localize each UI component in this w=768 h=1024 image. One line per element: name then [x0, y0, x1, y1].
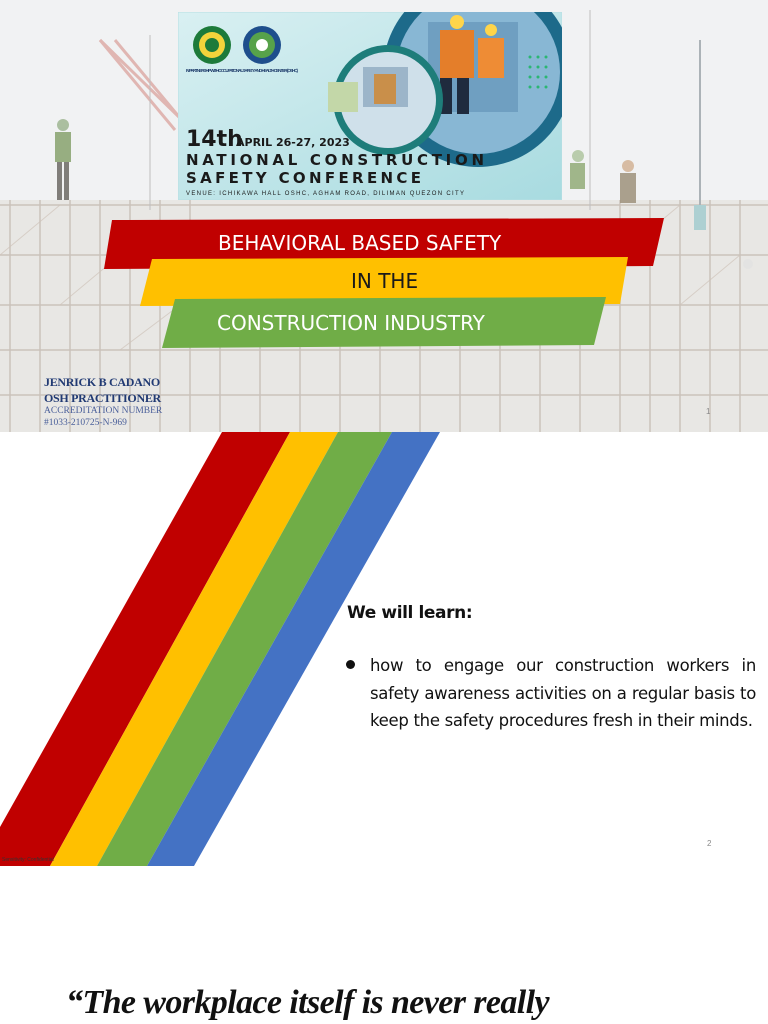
list-item-text: how to engage our construction workers in safety awareness activities on a regular basis to keep the safety procedures fresh in their minds. — [370, 656, 756, 730]
section-heading: We will learn: — [347, 603, 473, 623]
bullet-icon — [346, 660, 355, 669]
title-line3: CONSTRUCTION INDUSTRY — [217, 311, 485, 335]
banner-partner-text: IN PARTNERSHIP WITH OCCUPATIONAL SAFETY AND HEALTH CENTER (OSHC) — [186, 68, 299, 73]
title-line1: BEHAVIORAL BASED SAFETY — [218, 231, 502, 255]
banner-venue: VENUE: ICHIKAWA HALL OSHC, AGHAM ROAD, DILIMAN QUEZON CITY — [186, 191, 464, 197]
slide-number: 1 — [706, 407, 711, 416]
slide-number: 2 — [707, 839, 712, 848]
accreditation-number: #1033-210725-N-969 — [44, 418, 127, 428]
banner-date: APRIL 26-27, 2023 — [236, 136, 350, 149]
quote-text: “The workplace itself is never really — [66, 984, 549, 1021]
title-slide — [0, 0, 768, 432]
accreditation-label: ACCREDITATION NUMBER — [44, 406, 163, 416]
list-item — [346, 652, 756, 735]
banner-title-line1: NATIONAL CONSTRUCTION — [186, 151, 484, 169]
sensitivity-label: Sensitivity: Confidential — [2, 857, 54, 863]
objectives-list — [346, 652, 756, 735]
quote-slide — [0, 866, 768, 1024]
author-role: OSH PRACTITIONER — [44, 391, 161, 405]
title-ribbons — [0, 0, 768, 432]
diagonal-stripes — [0, 432, 768, 866]
learning-objectives-slide — [0, 432, 768, 866]
banner-title-line2: SAFETY CONFERENCE — [186, 169, 421, 187]
banner-edition: 14th — [186, 127, 243, 152]
author-name: JENRICK B CADANO — [44, 375, 160, 389]
title-line2: IN THE — [351, 269, 419, 293]
